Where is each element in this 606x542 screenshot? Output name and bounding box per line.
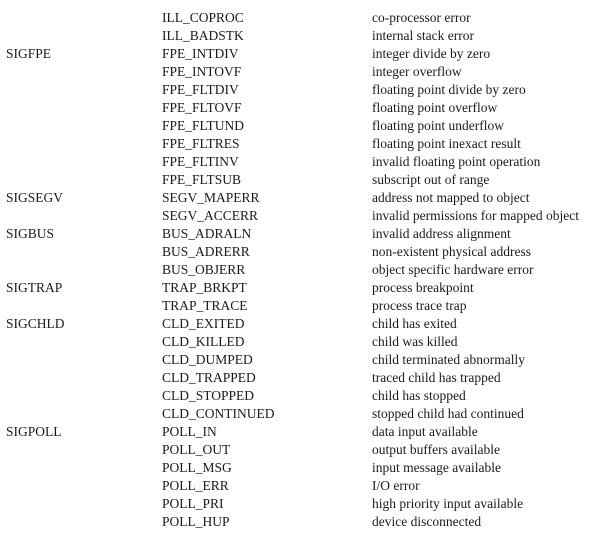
code-description: object specific hardware error	[372, 262, 534, 277]
code-description: invalid address alignment	[372, 226, 511, 241]
signal-code: FPE_INTOVF	[162, 64, 242, 79]
code-description: integer overflow	[372, 64, 462, 79]
signal-code: CLD_TRAPPED	[162, 370, 256, 385]
code-description: child has stopped	[372, 388, 466, 403]
table-row	[0, 495, 606, 513]
code-description: child terminated abnormally	[372, 352, 525, 367]
table-row	[0, 81, 606, 99]
table-row	[0, 45, 606, 63]
table-row	[0, 333, 606, 351]
table-row	[0, 477, 606, 495]
table-row	[0, 207, 606, 225]
signal-code: TRAP_BRKPT	[162, 280, 247, 295]
code-description: integer divide by zero	[372, 46, 491, 61]
code-description: stopped child had continued	[372, 406, 524, 421]
signal-code: CLD_CONTINUED	[162, 406, 275, 421]
signal-code: POLL_ERR	[162, 478, 229, 493]
signal-code: TRAP_TRACE	[162, 298, 248, 313]
code-description: internal stack error	[372, 28, 474, 43]
table-row	[0, 117, 606, 135]
code-description: device disconnected	[372, 514, 482, 529]
signal-code: CLD_STOPPED	[162, 388, 255, 403]
code-description: traced child has trapped	[372, 370, 501, 385]
table-row	[0, 351, 606, 369]
table-row	[0, 441, 606, 459]
code-description: floating point underflow	[372, 118, 504, 133]
signal-code-table	[0, 9, 606, 531]
signal-code: POLL_HUP	[162, 514, 230, 529]
table-row	[0, 189, 606, 207]
table-row	[0, 297, 606, 315]
signal-code: CLD_KILLED	[162, 334, 245, 349]
code-description: non-existent physical address	[372, 244, 531, 259]
table-row	[0, 9, 606, 27]
signal-code: FPE_FLTUND	[162, 118, 245, 133]
signal-code: FPE_INTDIV	[162, 46, 239, 61]
table-row	[0, 171, 606, 189]
signal-name: SIGSEGV	[6, 190, 64, 205]
table-row	[0, 27, 606, 45]
code-description: process breakpoint	[372, 280, 474, 295]
code-description: output buffers available	[372, 442, 500, 457]
signal-code: FPE_FLTDIV	[162, 82, 239, 97]
signal-code: BUS_ADRALN	[162, 226, 252, 241]
signal-code: SEGV_MAPERR	[162, 190, 260, 205]
table-row	[0, 225, 606, 243]
signal-code: POLL_OUT	[162, 442, 231, 457]
table-row	[0, 369, 606, 387]
code-description: data input available	[372, 424, 478, 439]
signal-code: BUS_OBJERR	[162, 262, 246, 277]
code-description: invalid permissions for mapped object	[372, 208, 579, 223]
table-row	[0, 135, 606, 153]
code-description: floating point divide by zero	[372, 82, 526, 97]
signal-code: FPE_FLTOVF	[162, 100, 242, 115]
table-row	[0, 279, 606, 297]
signal-code: POLL_IN	[162, 424, 217, 439]
code-description: address not mapped to object	[372, 190, 530, 205]
code-description: child has exited	[372, 316, 457, 331]
table-row	[0, 387, 606, 405]
code-description: floating point overflow	[372, 100, 498, 115]
signal-code: FPE_FLTRES	[162, 136, 240, 151]
table-row	[0, 405, 606, 423]
table-row	[0, 243, 606, 261]
code-description: I/O error	[372, 478, 420, 493]
table-row	[0, 513, 606, 531]
signal-name: SIGCHLD	[6, 316, 65, 331]
signal-code: CLD_DUMPED	[162, 352, 253, 367]
table-row	[0, 153, 606, 171]
signal-code: POLL_MSG	[162, 460, 232, 475]
signal-code: FPE_FLTINV	[162, 154, 239, 169]
signal-code: ILL_BADSTK	[162, 28, 244, 43]
table-row	[0, 261, 606, 279]
signal-code: FPE_FLTSUB	[162, 172, 242, 187]
code-description: input message available	[372, 460, 501, 475]
code-description: floating point inexact result	[372, 136, 521, 151]
signal-name: SIGTRAP	[6, 280, 63, 295]
code-description: process trace trap	[372, 298, 467, 313]
signal-name: SIGPOLL	[6, 424, 62, 439]
signal-code: CLD_EXITED	[162, 316, 245, 331]
table-row	[0, 459, 606, 477]
table-row	[0, 423, 606, 441]
table-row	[0, 315, 606, 333]
signal-name: SIGBUS	[6, 226, 55, 241]
code-description: subscript out of range	[372, 172, 490, 187]
code-description: high priority input available	[372, 496, 524, 511]
code-description: invalid floating point operation	[372, 154, 541, 169]
code-description: child was killed	[372, 334, 458, 349]
signal-name: SIGFPE	[6, 46, 52, 61]
signal-code: ILL_COPROC	[162, 10, 244, 25]
table-row	[0, 99, 606, 117]
signal-code: SEGV_ACCERR	[162, 208, 259, 223]
table-row	[0, 63, 606, 81]
signal-code: POLL_PRI	[162, 496, 224, 511]
signal-code: BUS_ADRERR	[162, 244, 250, 259]
code-description: co-processor error	[372, 10, 471, 25]
